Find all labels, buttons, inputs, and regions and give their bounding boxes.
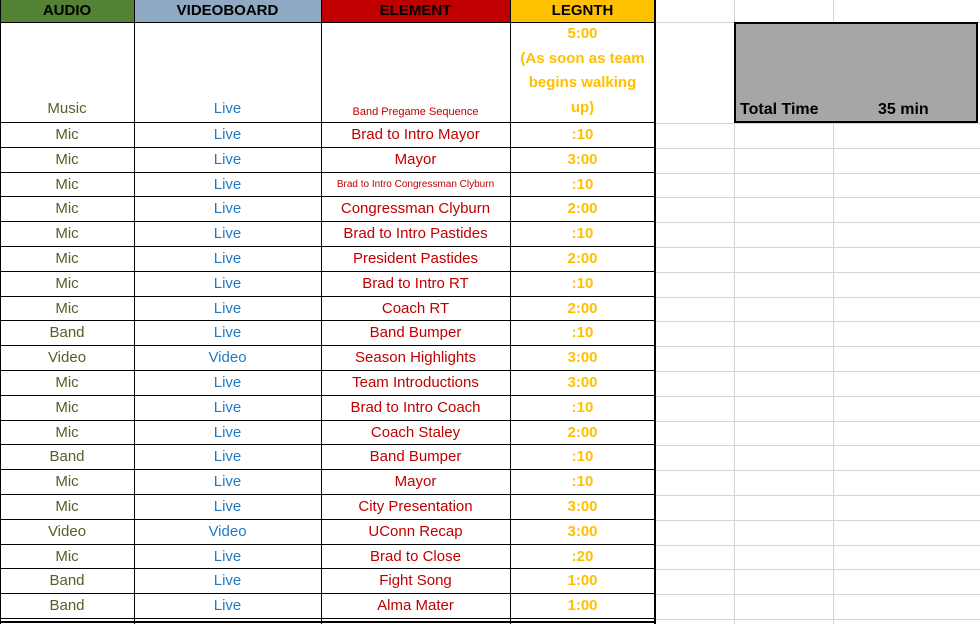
cell-length[interactable]: :20 (571, 547, 594, 565)
grid-line (0, 593, 655, 594)
grid-line (655, 371, 980, 372)
cell-audio[interactable]: Mic (55, 498, 79, 515)
cell-audio-first[interactable]: Music (47, 100, 87, 117)
cell-element[interactable]: Alma Mater (377, 597, 454, 615)
cell-audio[interactable]: Mic (55, 250, 79, 267)
cell-element[interactable]: Brad to Close (370, 547, 461, 565)
cell-audio[interactable]: Band (49, 572, 85, 590)
grid-line (0, 395, 655, 396)
cell-videoboard[interactable]: Live (213, 498, 242, 515)
cell-videoboard[interactable]: Live (213, 175, 242, 193)
grid-line (655, 495, 980, 496)
cell-element[interactable]: Fight Song (379, 572, 452, 590)
grid-line (510, 0, 511, 624)
cell-element[interactable]: Brad to Intro RT (362, 274, 469, 292)
grid-line (0, 320, 655, 321)
cell-audio[interactable]: Mic (55, 126, 79, 143)
grid-line (655, 297, 980, 298)
grid-line (0, 622, 655, 623)
grid-line (0, 469, 655, 470)
grid-line (655, 272, 980, 273)
cell-audio[interactable]: Video (47, 522, 87, 540)
cell-element[interactable]: Brad to Intro Coach (350, 398, 481, 416)
cell-audio[interactable]: Mic (55, 225, 79, 243)
cell-audio[interactable]: Mic (55, 547, 79, 565)
grid-line (0, 519, 655, 520)
cell-videoboard[interactable]: Live (213, 200, 242, 218)
grid-line (655, 148, 980, 149)
total-time-value: 35 min (878, 101, 929, 118)
cell-length[interactable]: 2:00 (567, 423, 598, 441)
grid-line (0, 618, 655, 619)
length-first-line: begins walking (528, 74, 637, 91)
cell-element-first[interactable]: Band Pregame Sequence (352, 106, 479, 118)
cell-length[interactable]: :10 (571, 398, 594, 416)
grid-line (655, 619, 980, 620)
grid-line (0, 370, 655, 371)
total-time-label: Total Time (740, 101, 819, 118)
cell-videoboard[interactable]: Live (213, 547, 242, 565)
cell-audio[interactable]: Mic (55, 175, 79, 193)
grid-line (0, 246, 655, 247)
cell-audio[interactable]: Mic (55, 398, 79, 416)
grid-line (655, 247, 980, 248)
cell-videoboard-first[interactable]: Live (213, 100, 242, 117)
cell-length[interactable]: 3:00 (567, 374, 598, 391)
cell-audio[interactable]: Mic (55, 374, 79, 391)
length-first-line: 5:00 (567, 25, 598, 42)
grid-line (655, 0, 656, 624)
grid-line (655, 197, 980, 198)
header-audio[interactable]: AUDIO (0, 0, 134, 22)
cell-length[interactable]: 1:00 (567, 572, 598, 590)
cell-audio[interactable]: Band (49, 448, 85, 466)
cell-length-first[interactable] (510, 25, 655, 122)
cell-videoboard[interactable]: Live (213, 597, 242, 615)
grid-line (0, 444, 655, 445)
cell-element[interactable]: Band Bumper (369, 324, 462, 342)
cell-audio[interactable]: Mic (55, 200, 79, 218)
grid-line (655, 520, 980, 521)
grid-line (655, 346, 980, 347)
cell-length[interactable]: 3:00 (567, 522, 598, 540)
cell-audio[interactable]: Band (49, 597, 85, 615)
grid-line (655, 222, 980, 223)
cell-length[interactable]: 2:00 (567, 299, 598, 317)
cell-element[interactable]: Coach Staley (370, 423, 461, 441)
cell-element[interactable]: Brad to Intro Pastides (343, 225, 488, 243)
cell-videoboard[interactable]: Live (213, 572, 242, 590)
cell-length[interactable]: :10 (571, 225, 594, 243)
grid-line (0, 221, 655, 222)
cell-element[interactable]: Team Introductions (352, 374, 479, 391)
cell-videoboard[interactable]: Live (213, 150, 242, 168)
cell-element[interactable]: Brad to Intro Congressman Clyburn (336, 178, 495, 190)
cell-length[interactable]: 3:00 (567, 150, 598, 168)
grid-line (655, 470, 980, 471)
cell-length[interactable]: 3:00 (567, 498, 598, 515)
grid-line (0, 122, 655, 123)
grid-line (0, 296, 655, 297)
grid-line (655, 123, 980, 124)
cell-length[interactable]: 2:00 (567, 250, 598, 267)
cell-videoboard[interactable]: Live (213, 448, 242, 466)
grid-line (0, 147, 655, 148)
grid-line (0, 544, 655, 545)
cell-audio[interactable]: Mic (55, 423, 79, 441)
header-length[interactable]: LEGNTH (510, 0, 655, 22)
cell-audio[interactable]: Mic (55, 473, 79, 491)
grid-line (0, 172, 655, 173)
cell-videoboard[interactable]: Live (213, 423, 242, 441)
grid-line (655, 173, 980, 174)
cell-length[interactable]: :10 (571, 448, 594, 466)
grid-line (655, 321, 980, 322)
grid-line (655, 396, 980, 397)
cell-audio[interactable]: Band (49, 324, 85, 342)
grid-line (655, 594, 980, 595)
cell-element[interactable]: Brad to Intro Mayor (351, 126, 480, 143)
header-element[interactable]: ELEMENT (321, 0, 510, 22)
cell-element[interactable]: Band Bumper (369, 448, 462, 466)
length-first-line: up) (570, 98, 595, 116)
length-first-line: (As soon as team (520, 49, 645, 67)
grid-line (655, 569, 980, 570)
cell-videoboard[interactable]: Live (213, 374, 242, 391)
total-time-box[interactable] (734, 22, 978, 123)
cell-element[interactable]: UConn Recap (368, 522, 463, 540)
grid-line (0, 494, 655, 495)
cell-element[interactable]: President Pastides (352, 250, 479, 267)
cell-length[interactable]: :10 (571, 324, 594, 342)
cell-element[interactable]: Mayor (394, 150, 437, 168)
grid-line (0, 568, 655, 569)
cell-length[interactable]: :10 (571, 274, 594, 292)
cell-videoboard[interactable]: Live (213, 324, 242, 342)
cell-element[interactable]: Coach RT (381, 299, 450, 317)
cell-element[interactable]: Season Highlights (355, 349, 476, 367)
cell-element[interactable]: Congressman Clyburn (340, 200, 491, 218)
cell-length[interactable]: 2:00 (567, 200, 598, 218)
grid-line (0, 345, 655, 346)
grid-line (0, 420, 655, 421)
grid-line (655, 445, 980, 446)
cell-element[interactable]: City Presentation (358, 498, 473, 515)
cell-length[interactable]: :10 (571, 175, 594, 193)
cell-videoboard[interactable]: Live (213, 126, 242, 143)
cell-videoboard[interactable]: Live (213, 274, 242, 292)
cell-audio[interactable]: Mic (55, 274, 79, 292)
cell-length[interactable]: 3:00 (567, 349, 598, 367)
cell-videoboard[interactable]: Live (213, 225, 242, 243)
cell-length[interactable]: :10 (571, 473, 594, 491)
cell-audio[interactable]: Mic (55, 299, 79, 317)
grid-line (0, 22, 655, 23)
header-videoboard[interactable]: VIDEOBOARD (134, 0, 321, 22)
grid-line (655, 421, 980, 422)
grid-line (0, 196, 655, 197)
cell-videoboard[interactable]: Live (213, 473, 242, 491)
grid-line (134, 0, 135, 624)
cell-length[interactable]: :10 (571, 126, 594, 143)
cell-audio[interactable]: Mic (55, 150, 79, 168)
cell-videoboard[interactable]: Video (208, 522, 247, 540)
cell-videoboard[interactable]: Live (213, 250, 242, 267)
grid-line (321, 0, 322, 624)
grid-line (0, 271, 655, 272)
cell-videoboard[interactable]: Video (208, 349, 247, 367)
cell-element[interactable]: Mayor (394, 473, 437, 491)
grid-line (0, 0, 1, 624)
grid-line (655, 545, 980, 546)
cell-videoboard[interactable]: Live (213, 299, 242, 317)
cell-length[interactable]: 1:00 (567, 597, 598, 615)
cell-videoboard[interactable]: Live (213, 398, 242, 416)
cell-audio[interactable]: Video (47, 349, 87, 367)
